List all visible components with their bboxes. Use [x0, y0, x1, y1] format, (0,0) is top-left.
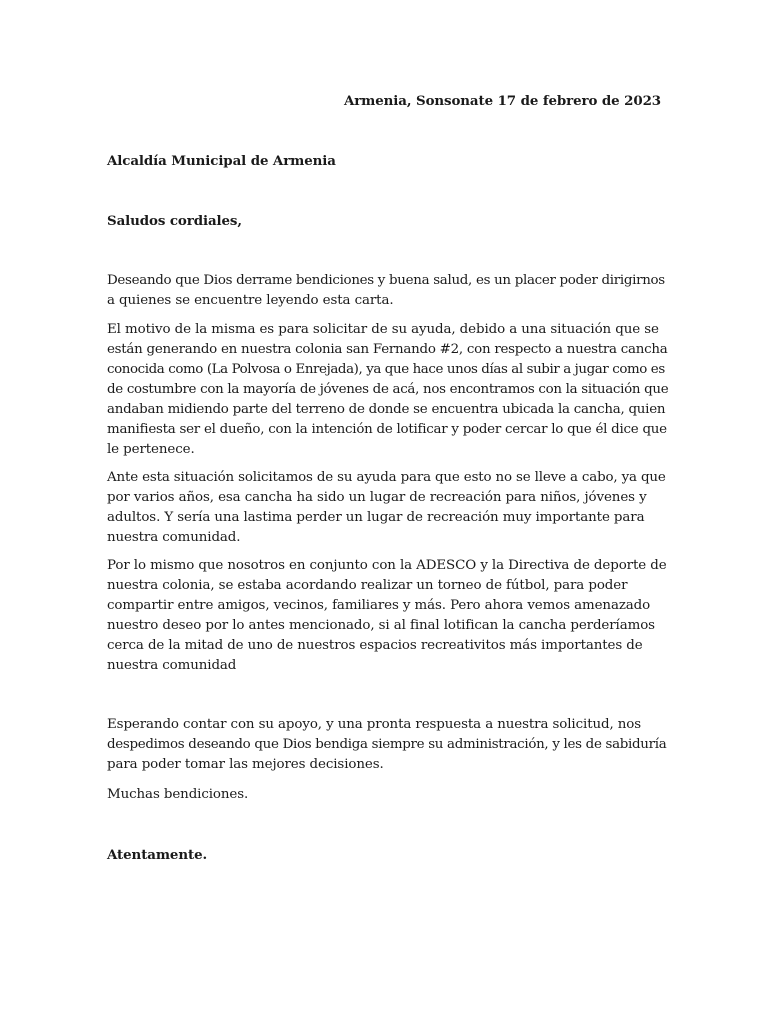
- paragraph-6-line: Muchas bendiciones.: [107, 787, 249, 802]
- date-line: Armenia, Sonsonate 17 de febrero de 2023: [343, 93, 661, 109]
- paragraph-2-line: andaban midiendo parte del terreno de donde se encuentra ubicada la cancha, quien: [107, 402, 666, 417]
- paragraph-4-line: compartir entre amigos, vecinos, familiares y más. Pero ahora vemos amenazado: [107, 598, 651, 613]
- closing: Atentamente.: [107, 847, 208, 863]
- paragraph-4-line: Por lo mismo que nosotros en conjunto con la ADESCO y la Directiva de deporte de: [107, 558, 667, 573]
- paragraph-2-line: de costumbre con la mayoría de jóvenes de acá, nos encontramos con la situación que: [107, 382, 669, 397]
- paragraph-5-line: Esperando contar con su apoyo, y una pronta respuesta a nuestra solicitud, nos: [107, 717, 642, 732]
- paragraph-3-line: nuestra comunidad.: [107, 530, 241, 545]
- paragraph-3-line: Ante esta situación solicitamos de su ayuda para que esto no se lleve a cabo, ya que: [107, 470, 666, 485]
- greeting: Saludos cordiales,: [107, 213, 242, 229]
- paragraph-3-line: por varios años, esa cancha ha sido un lugar de recreación para niños, jóvenes y: [107, 490, 647, 505]
- paragraph-2-line: manifiesta ser el dueño, con la intención de lotificar y poder cercar lo que él dice que: [107, 422, 667, 437]
- paragraph-3-line: adultos. Y sería una lastima perder un lugar de recreación muy importante para: [107, 510, 645, 525]
- paragraph-1-line: a quienes se encuentre leyendo esta carta.: [107, 293, 394, 308]
- paragraph-4-line: cerca de la mitad de uno de nuestros espacios recreativitos más importantes de: [107, 638, 643, 653]
- paragraph-5-line: para poder tomar las mejores decisiones.: [107, 757, 384, 772]
- paragraph-2-line: están generando en nuestra colonia san Fernando #2, con respecto a nuestra cancha: [107, 342, 668, 357]
- paragraph-2-line: le pertenece.: [107, 442, 195, 457]
- paragraph-1-line: Deseando que Dios derrame bendiciones y buena salud, es un placer poder dirigirnos: [107, 273, 665, 288]
- paragraph-4-line: nuestra colonia, se estaba acordando realizar un torneo de fútbol, para poder: [107, 578, 628, 593]
- paragraph-2-line: El motivo de la misma es para solicitar de su ayuda, debido a una situación que se: [107, 322, 659, 337]
- paragraph-5-line: despedimos deseando que Dios bendiga siempre su administración, y les de sabiduría: [107, 737, 667, 752]
- paragraph-4-line: nuestra comunidad: [107, 658, 237, 673]
- recipient: Alcaldía Municipal de Armenia: [107, 153, 336, 169]
- paragraph-4-line: nuestro deseo por lo antes mencionado, si al final lotifican la cancha perderíamos: [107, 618, 655, 633]
- paragraph-2-line: conocida como (La Polvosa o Enrejada), ya que hace unos días al subir a jugar como es: [107, 362, 665, 377]
